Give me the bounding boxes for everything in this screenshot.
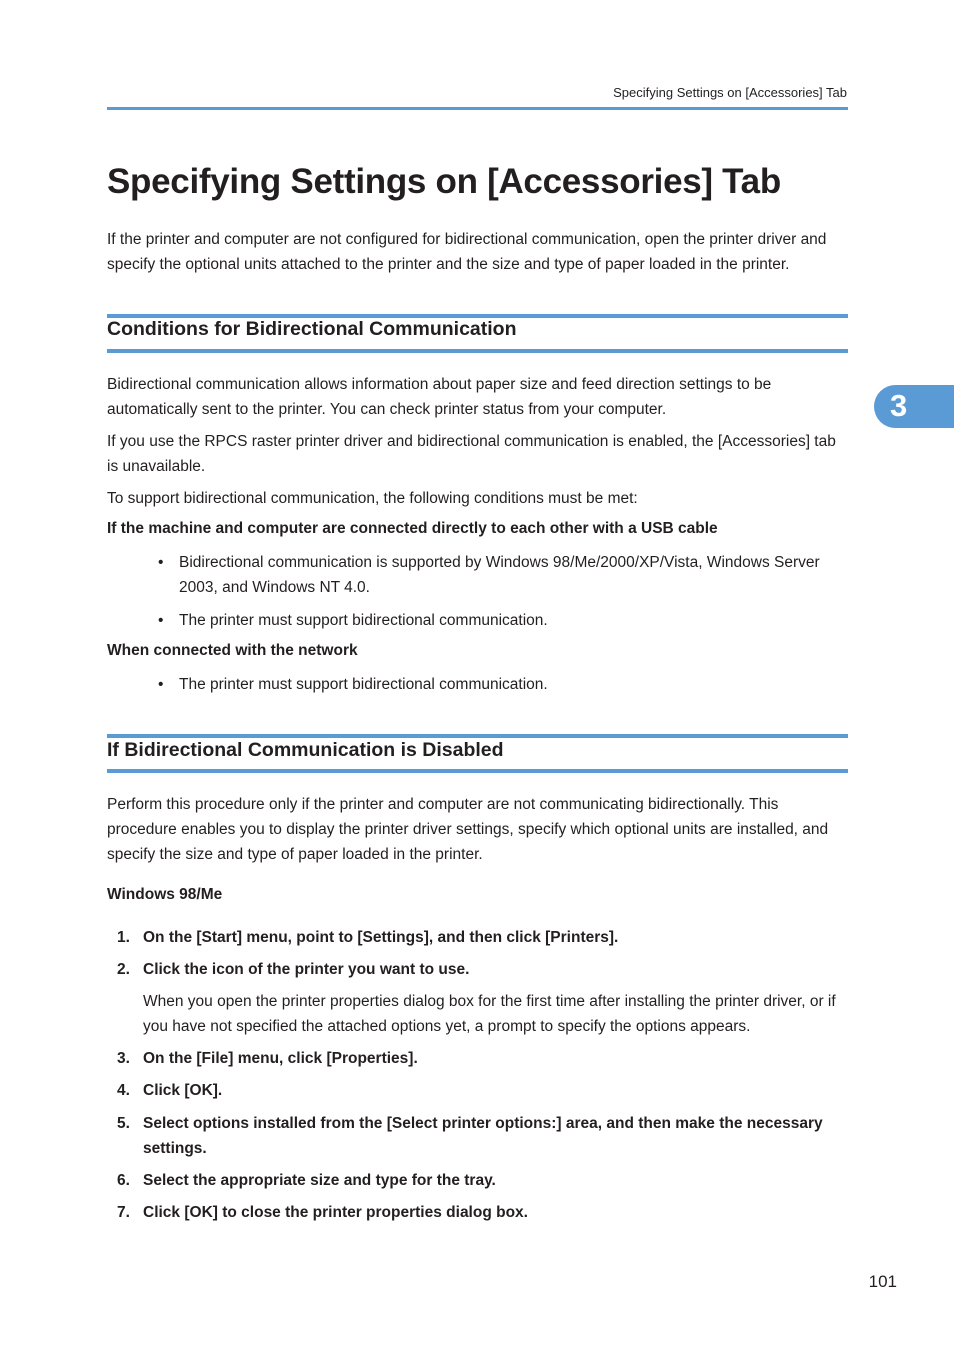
step-number: 6. (117, 1172, 130, 1189)
disabled-paragraph: Perform this procedure only if the printer and computer are not communicating bidirectionally. This procedure enables you to display the printer driver settings, specify which optional units are installed, and specify the size and type of paper loaded in the printer. (107, 796, 829, 863)
step-number: 2. (117, 961, 130, 978)
network-heading: When connected with the network (107, 642, 358, 659)
conditions-paragraph-3: To support bidirectional communication, the following conditions must be met: (107, 490, 638, 507)
bullet-icon: • (158, 554, 164, 571)
step-number: 7. (117, 1204, 130, 1221)
page-title: Specifying Settings on [Accessories] Tab (107, 162, 781, 201)
page-number: 101 (868, 1272, 897, 1291)
conditions-paragraph-1: Bidirectional communication allows information about paper size and feed direction settings to be automatically sent to the printer. You can check printer status from your computer. (107, 376, 772, 418)
list-item: The printer must support bidirectional communication. (179, 612, 548, 629)
intro-paragraph: If the printer and computer are not configured for bidirectional communication, open the printer driver and specify the optional units attached to the printer and the size and type of paper loaded in the printer. (107, 231, 827, 273)
chapter-tab (874, 385, 954, 428)
step-text: Click the icon of the printer you want to use. (143, 961, 470, 978)
section-rule-top (107, 734, 848, 738)
step-text: Click [OK] to close the printer properties dialog box. (143, 1204, 528, 1221)
section-heading-disabled: If Bidirectional Communication is Disabled (107, 739, 504, 761)
step-number: 4. (117, 1082, 130, 1099)
step-text: On the [Start] menu, point to [Settings], and then click [Printers]. (143, 929, 619, 946)
chapter-number: 3 (890, 388, 908, 423)
os-subheading: Windows 98/Me (107, 886, 223, 903)
header-rule (107, 107, 848, 110)
step-number: 1. (117, 929, 130, 946)
bullet-icon: • (158, 612, 164, 629)
list-item: Bidirectional communication is supported by Windows 98/Me/2000/XP/Vista, Windows Server 2003, and Windows NT 4.0. (179, 554, 820, 596)
step-text: Click [OK]. (143, 1082, 223, 1099)
conditions-paragraph-2: If you use the RPCS raster printer driver and bidirectional communication is enabled, the [Accessories] tab is unavailable. (107, 433, 836, 475)
running-header: Specifying Settings on [Accessories] Tab (613, 85, 847, 100)
section-rule-bottom (107, 769, 848, 773)
usb-heading: If the machine and computer are connected directly to each other with a USB cable (107, 520, 718, 537)
step-text: Select the appropriate size and type for the tray. (143, 1172, 496, 1189)
step-text: On the [File] menu, click [Properties]. (143, 1050, 418, 1067)
section-heading-conditions: Conditions for Bidirectional Communication (107, 318, 517, 340)
list-item: The printer must support bidirectional communication. (179, 676, 548, 693)
bullet-icon: • (158, 676, 164, 693)
step-number: 5. (117, 1115, 130, 1132)
step-note: When you open the printer properties dialog box for the first time after installing the printer driver, or if you have not specified the attached options yet, a prompt to specify the options appears. (143, 993, 836, 1035)
step-text: Select options installed from the [Select printer options:] area, and then make the necessary settings. (143, 1115, 823, 1157)
step-number: 3. (117, 1050, 130, 1067)
section-rule-bottom (107, 349, 848, 353)
